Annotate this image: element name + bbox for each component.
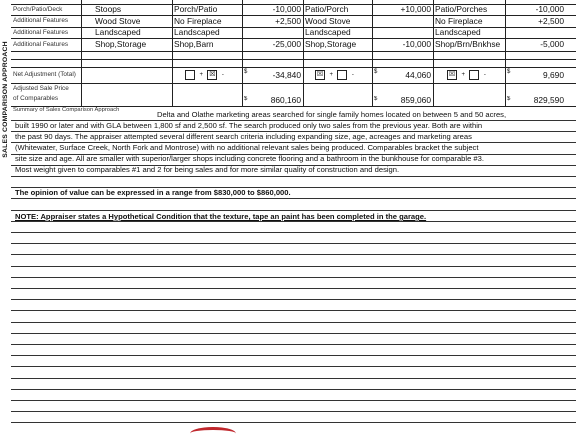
ruled-line xyxy=(11,288,576,289)
hypothetical-condition-note: NOTE: Appraiser states a Hypothetical Condition that the texture, tape an paint has been completed in the garage. xyxy=(15,212,427,221)
comp2-adjustment: -10,000 xyxy=(402,39,431,49)
row-label: Additional Features xyxy=(13,17,69,24)
ruled-line xyxy=(11,277,576,278)
comp2-adjustment xyxy=(373,15,431,27)
narrative-line: the past 90 days. The appraiser attempted several different search criteria including expanding size, age, acreages and marketing areas xyxy=(15,132,472,141)
comp3-adjustment xyxy=(506,27,564,38)
comp3-value: Landscaped xyxy=(435,27,481,37)
narrative-line: site size and age. All are smaller with superior/larger shops including concrete flooring and a bathroom in the bunkhouse for comparable #3. xyxy=(15,154,484,163)
comp1-value: Shop,Barn xyxy=(174,39,214,49)
plus-checkbox-checked[interactable]: ☒ xyxy=(448,70,456,78)
comp2-value: Landscaped xyxy=(305,27,351,37)
dollar-sign: $ xyxy=(244,69,248,75)
comp3-value: No Fireplace xyxy=(435,16,483,26)
net-adjustment-label: Net Adjustment (Total) xyxy=(13,71,76,78)
dollar-sign: $ xyxy=(374,69,378,75)
ruled-line xyxy=(11,411,576,412)
comp1-value: Porch/Patio xyxy=(174,4,218,14)
comp3-adjustment: +2,500 xyxy=(538,16,564,26)
ruled-line xyxy=(11,344,576,345)
comp1-adjustment: +2,500 xyxy=(275,16,301,26)
comp1-net-adjustment: -34,840 xyxy=(272,70,301,80)
side-section-label xyxy=(0,0,11,205)
ruled-line xyxy=(11,176,576,177)
minus-checkbox[interactable] xyxy=(469,70,479,80)
comp1-value: No Fireplace xyxy=(174,16,222,26)
plus-sign: + xyxy=(329,72,333,78)
comp1-adjustment: -25,000 xyxy=(272,39,301,49)
adjusted-sale-price-row xyxy=(11,83,576,107)
ruled-line xyxy=(11,366,576,367)
ruled-line xyxy=(11,422,576,423)
subject-value: Stoops xyxy=(95,4,122,14)
net-adjustment-row xyxy=(11,67,576,84)
ruled-line xyxy=(11,299,576,300)
ruled-line xyxy=(11,389,576,390)
ruled-line xyxy=(11,232,576,233)
ruled-line xyxy=(11,243,576,244)
ruled-line xyxy=(11,400,576,401)
ruled-line xyxy=(11,198,576,199)
dollar-sign: $ xyxy=(507,96,511,102)
comp1-value: Landscaped xyxy=(174,27,220,37)
comp2-net-adjustment: 44,060 xyxy=(405,70,431,80)
adjusted-price-label: Adjusted Sale Price xyxy=(13,85,69,92)
minus-sign: - xyxy=(221,72,224,78)
adjusted-price-label-2: of Comparables xyxy=(13,95,59,102)
opinion-of-value: The opinion of value can be expressed in a range from $830,000 to $860,000. xyxy=(15,188,291,197)
comp2-adjustment xyxy=(373,27,431,38)
comp2-value: Patio/Porch xyxy=(305,4,349,14)
ruled-line xyxy=(11,266,576,267)
plus-sign: + xyxy=(199,72,203,78)
comp3-adjustment: -5,000 xyxy=(540,39,564,49)
ruled-line xyxy=(11,210,576,211)
minus-checkbox-checked[interactable]: ☒ xyxy=(209,70,216,78)
side-label-text: SALES COMPARISON APPROACH xyxy=(2,41,9,158)
comp2-value: Wood Stove xyxy=(305,16,351,26)
comp3-value: Patio/Porches xyxy=(435,4,488,14)
plus-checkbox[interactable] xyxy=(185,70,195,80)
subject-value: Landscaped xyxy=(95,27,141,37)
comp3-adjusted-price: 829,590 xyxy=(533,95,564,105)
comp3-value: Shop/Brn/Bnkhse xyxy=(435,39,501,49)
minus-sign: - xyxy=(351,72,354,78)
narrative-line: built 1990 or later and with GLA between 1,800 sf and 2,500 sf. The search produced only two sales from the previous year. Both are within xyxy=(15,121,483,130)
comp1-adjusted-price: 860,160 xyxy=(270,95,301,105)
comp1-adjustment: -10,000 xyxy=(272,4,301,14)
ruled-line xyxy=(11,333,576,334)
subject-value: Shop,Storage xyxy=(95,39,147,49)
row-label: Porch/Patio/Deck xyxy=(13,6,63,13)
comp3-adjustment: -10,000 xyxy=(535,4,564,14)
ruled-line xyxy=(11,378,576,379)
ruled-line xyxy=(11,254,576,255)
plus-checkbox-checked[interactable]: ☒ xyxy=(316,70,324,78)
narrative-line: Delta and Olathe marketing areas searched for single family homes located on between 5 and 50 acres, xyxy=(157,110,507,119)
comp2-adjustment: +10,000 xyxy=(400,4,431,14)
minus-sign: - xyxy=(483,72,486,78)
dollar-sign: $ xyxy=(374,96,378,102)
dollar-sign: $ xyxy=(244,96,248,102)
comp3-net-adjustment: 9,690 xyxy=(543,70,564,80)
summary-label: Summary of Sales Comparison Approach xyxy=(13,107,120,113)
ruled-line xyxy=(11,355,576,356)
plus-sign: + xyxy=(461,72,465,78)
subject-value: Wood Stove xyxy=(95,16,141,26)
row-label: Additional Features xyxy=(13,29,69,36)
comp2-adjusted-price: 859,060 xyxy=(400,95,431,105)
dollar-sign: $ xyxy=(507,69,511,75)
narrative-line: (Whitewater, Surface Creek, North Fork and Montrose) with no additional relevant sales being produced. Comparables bracket the subject xyxy=(15,143,479,152)
table-row xyxy=(11,38,576,52)
comp2-value: Shop,Storage xyxy=(305,39,357,49)
minus-checkbox[interactable] xyxy=(337,70,347,80)
ruled-line xyxy=(11,322,576,323)
ruled-line xyxy=(11,310,576,311)
red-ink-mark xyxy=(190,427,236,440)
comp1-adjustment xyxy=(243,27,301,38)
row-label: Additional Features xyxy=(13,41,69,48)
narrative-line: Most weight given to comparables #1 and 2 for being sales and for more similar quality of construction and design. xyxy=(15,165,400,174)
